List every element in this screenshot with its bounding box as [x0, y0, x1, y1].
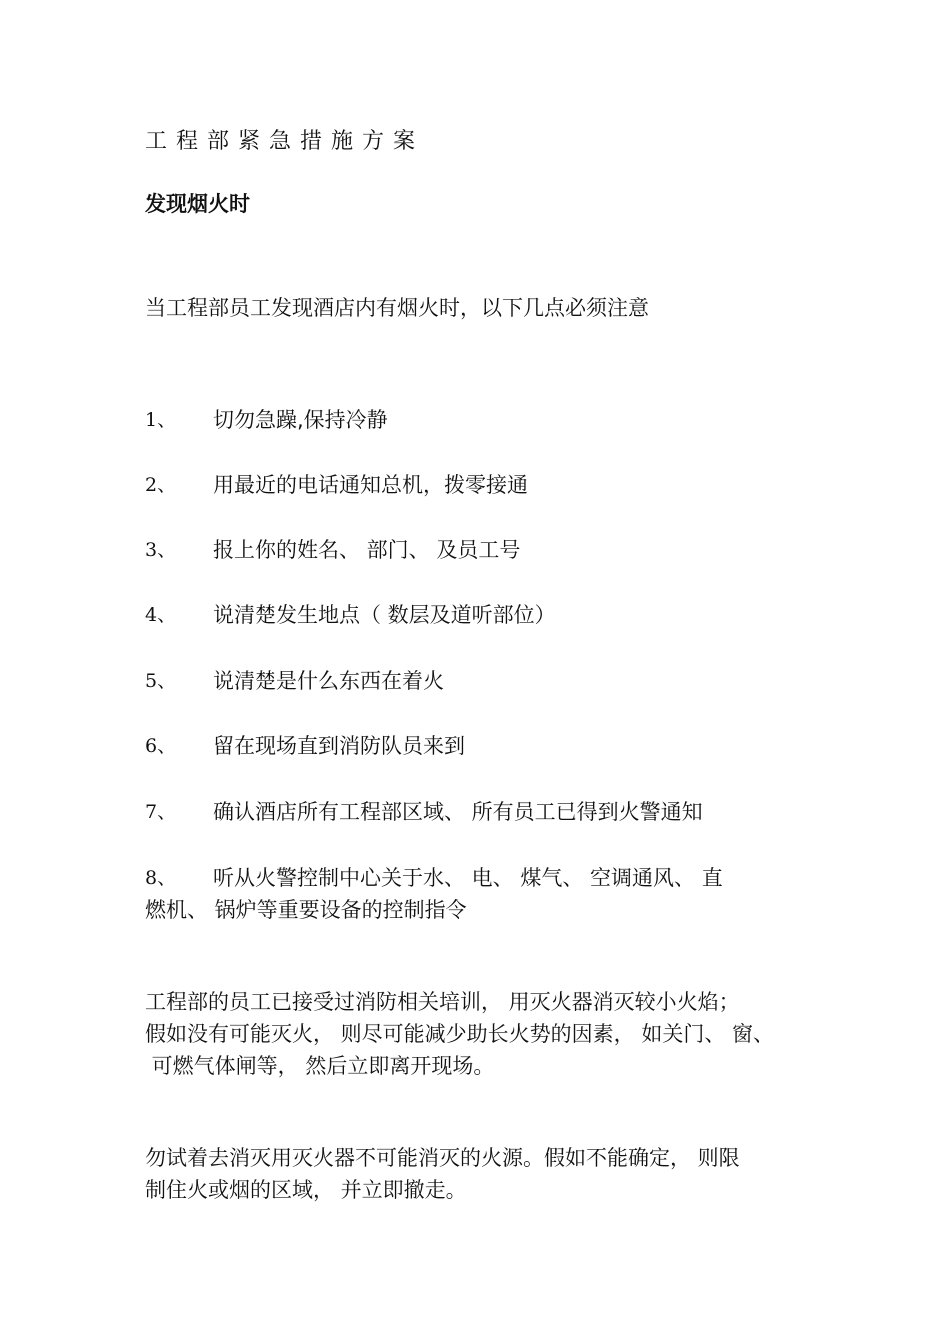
list-item [145, 730, 825, 762]
intro-paragraph: 当工程部员工发现酒店内有烟火时，以下几点必须注意 [145, 296, 649, 320]
step-text: 说清楚发生地点（ 数层及道听部位） [213, 603, 556, 627]
step-number: 2、 [145, 474, 177, 496]
paragraph-line: 勿试着去消灭用灭火器不可能消灭的火源。假如不能确定， 则限 [145, 1146, 740, 1170]
list-item [145, 404, 825, 436]
list-item [145, 665, 825, 697]
step-number: 3、 [145, 539, 177, 561]
step-text: 报上你的姓名、 部门、 及员工号 [213, 538, 521, 562]
section-heading: 发现烟火时 [145, 192, 250, 216]
list-item [145, 469, 825, 501]
list-item [145, 796, 825, 828]
step-text: 留在现场直到消防队员来到 [213, 734, 465, 758]
warning-paragraph [145, 1142, 825, 1206]
paragraph-line: 假如没有可能灭火， 则尽可能减少助长火势的因素， 如关门、 窗、 [145, 1022, 775, 1046]
step-text-continued: 燃机、 锅炉等重要设备的控制指令 [145, 898, 467, 922]
paragraph-line: 制住火或烟的区域， 并立即撤走。 [145, 1178, 467, 1202]
step-text: 听从火警控制中心关于水、 电、 煤气、 空调通风、 直 [213, 866, 723, 890]
list-item [145, 534, 825, 566]
step-number: 7、 [145, 801, 177, 823]
paragraph-line: 工程部的员工已接受过消防相关培训， 用灭火器消灭较小火焰； [145, 990, 740, 1014]
list-item [145, 862, 825, 926]
step-number: 8、 [145, 867, 177, 889]
step-text: 确认酒店所有工程部区域、 所有员工已得到火警通知 [213, 800, 703, 824]
step-number: 5、 [145, 670, 177, 692]
training-paragraph [145, 986, 825, 1082]
step-text: 说清楚是什么东西在着火 [213, 669, 444, 693]
document-title: 工程部紧急措施方案 [145, 129, 425, 154]
paragraph-line: 可燃气体闸等， 然后立即离开现场。 [145, 1054, 495, 1078]
step-number: 4、 [145, 604, 177, 626]
list-item [145, 599, 825, 631]
step-text: 用最近的电话通知总机，拨零接通 [213, 473, 528, 497]
step-text: 切勿急躁,保持冷静 [213, 408, 388, 432]
step-number: 1、 [145, 409, 177, 431]
step-number: 6、 [145, 735, 177, 757]
